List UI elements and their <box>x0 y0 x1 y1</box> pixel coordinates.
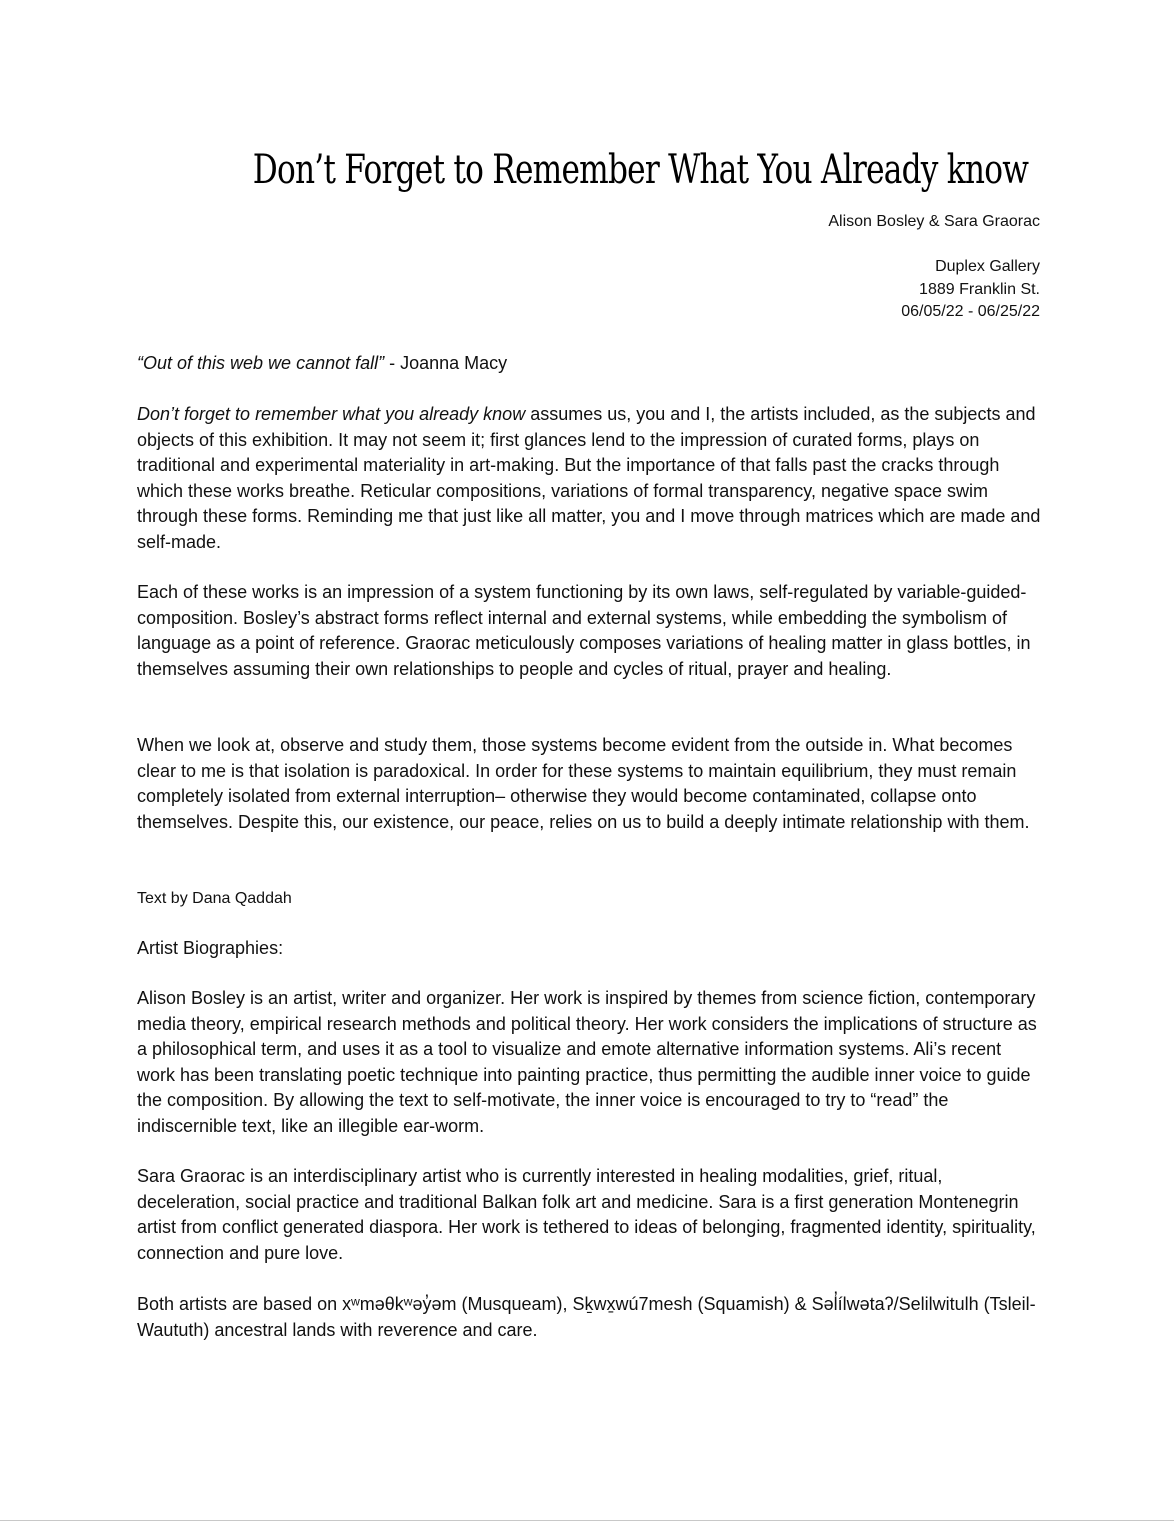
epigraph <box>137 351 1042 377</box>
artists-line: Alison Bosley & Sara Graorac <box>828 213 1040 230</box>
text-credit: Text by Dana Qaddah <box>137 890 292 907</box>
venue-address: 1889 Franklin St. <box>919 280 1040 298</box>
venue-info <box>901 256 1040 324</box>
essay-paragraph-3: When we look at, observe and study them, those systems become evident from the outside in. What becomes clear to me is that isolation is paradoxical. In order for these systems to maintain equilibrium, they must remain completely isolated from external interruption– otherwise they would become contaminated, collapse onto themselves. Despite this, our existence, our peace, relies on us to build a deeply intimate relationship with them. <box>137 735 1030 832</box>
essay-paragraph-1-text: assumes us, you and I, the artists included, as the subjects and objects of this exhibition. It may not seem it; first glances lend to the impression of curated forms, plays on traditional and experimental materiality in art-making. But the importance of that falls past the cracks through which these works breathe. Reticular compositions, variations of formal transparency, negative space swim through these forms. Reminding me that just like all matter, you and I move through matrices which are made and self-made. <box>137 404 1041 552</box>
venue-name: Duplex Gallery <box>935 258 1040 275</box>
essay-title-italic: Don’t forget to remember what you already know <box>137 404 526 424</box>
epigraph-quote: “Out of this web we cannot fall” <box>137 353 385 373</box>
epigraph-attribution: - Joanna Macy <box>384 353 508 373</box>
bio-sara-graorac: Sara Graorac is an interdisciplinary artist who is currently interested in healing modalities, grief, ritual, deceleration, social practice and traditional Balkan folk art and medicine. Sara is a first generation Montenegrin artist from conflict generated diaspora. Her work is tethered to ideas of belonging, fragmented identity, spirituality, connection and pure love. <box>137 1166 1036 1263</box>
essay-paragraph-1 <box>137 402 1042 556</box>
exhibition-title: Don’t Forget to Remember What You Already know <box>252 147 1028 193</box>
exhibition-dates: 06/05/22 - 06/25/22 <box>901 303 1040 320</box>
essay-paragraph-2: Each of these works is an impression of a system functioning by its own laws, self-regulated by variable-guided-composition. Bosley’s abstract forms reflect internal and external systems, while embedding the symbolism of language as a point of reference. Graorac meticulously composes variations of healing matter in glass bottles, in themselves assuming their own relationships to people and cycles of ritual, prayer and healing. <box>137 582 1031 679</box>
artist-names <box>828 211 1040 234</box>
land-acknowledgement: Both artists are based on xʷməθkʷəy̓əm (Musqueam), Sḵwx̱wú7mesh (Squamish) & Səl̓ílwətaʔ/Selilwitulh (Tsleil-Waututh) ancestral lands with reverence and care. <box>137 1294 1036 1340</box>
biographies-heading: Artist Biographies: <box>137 938 284 958</box>
bio-alison-bosley: Alison Bosley is an artist, writer and organizer. Her work is inspired by themes from science fiction, contemporary media theory, empirical research methods and political theory. Her work considers the implications of structure as a philosophical term, and uses it as a tool to visualize and emote alternative information systems. Ali’s recent work has been translating poetic technique into painting practice, thus permitting the audible inner voice to guide the composition. By allowing the text to self-motivate, the inner voice is encouraged to try to “read” the indiscernible text, like an illegible ear-worm. <box>137 988 1037 1136</box>
